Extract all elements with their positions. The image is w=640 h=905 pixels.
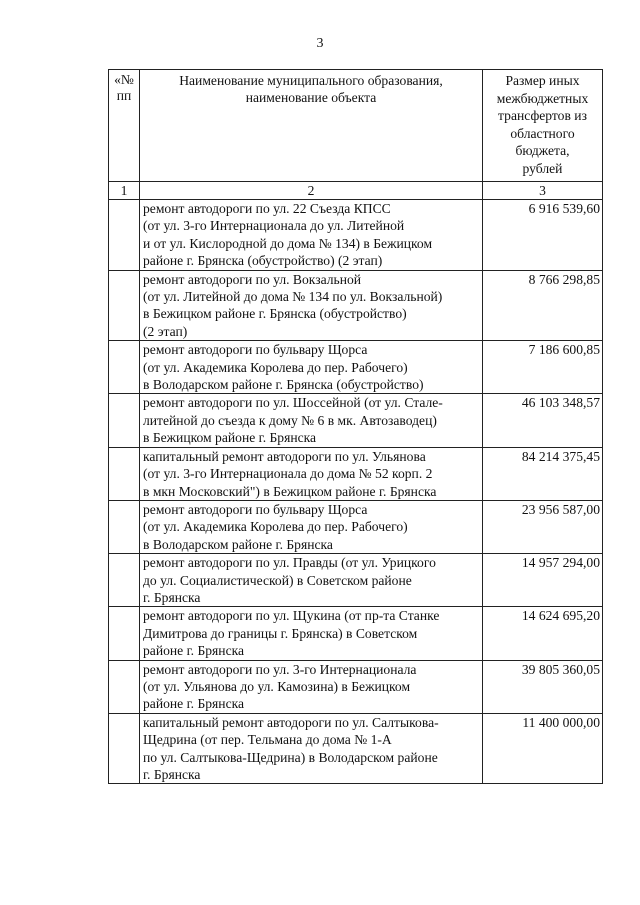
row-object-name: капитальный ремонт автодороги по ул. Ульянова (от ул. 3-го Интернационала до дома № 52 корп. 2 в мкн Московский") в Бежицком районе г. Брянска	[140, 447, 483, 500]
table-row	[109, 660, 603, 713]
table-row	[109, 341, 603, 394]
column-index-row	[109, 182, 603, 200]
row-amount: 11 400 000,00	[483, 713, 603, 784]
row-object-name: ремонт автодороги по бульвару Щорса (от ул. Академика Королева до пер. Рабочего) в Володарском районе г. Брянска	[140, 500, 483, 553]
row-number	[109, 500, 140, 553]
row-number	[109, 200, 140, 271]
table-row	[109, 447, 603, 500]
row-number	[109, 394, 140, 447]
row-amount: 23 956 587,00	[483, 500, 603, 553]
table-row	[109, 607, 603, 660]
row-object-name: ремонт автодороги по ул. Шоссейной (от ул. Стале- литейной до съезда к дому № 6 в мк. Автозаводец) в Бежицком районе г. Брянска	[140, 394, 483, 447]
row-amount: 6 916 539,60	[483, 200, 603, 271]
table-row	[109, 200, 603, 271]
row-object-name: ремонт автодороги по бульвару Щорса (от ул. Академика Королева до пер. Рабочего) в Володарском районе г. Брянска (обустройство)	[140, 341, 483, 394]
header-number-column	[109, 70, 140, 182]
header-amount-column	[483, 70, 603, 182]
column-index-3: 3	[483, 182, 603, 200]
table-row	[109, 713, 603, 784]
column-index-2: 2	[140, 182, 483, 200]
header-amount-label: Размер иных межбюджетных трансфертов из областного бюджета, рублей	[496, 73, 589, 176]
column-index-1: 1	[109, 182, 140, 200]
table-row	[109, 270, 603, 341]
row-number	[109, 713, 140, 784]
row-number	[109, 554, 140, 607]
header-name-column	[140, 70, 483, 182]
table-row	[109, 554, 603, 607]
row-amount: 7 186 600,85	[483, 341, 603, 394]
row-object-name: ремонт автодороги по ул. 22 Съезда КПСС (от ул. 3-го Интернационала до ул. Литейной и от ул. Кислородной до дома № 134) в Бежицком районе г. Брянска (обустройство) (2 этап)	[140, 200, 483, 271]
transfers-table	[108, 69, 603, 784]
row-amount: 39 805 360,05	[483, 660, 603, 713]
table-row	[109, 394, 603, 447]
row-number	[109, 607, 140, 660]
row-amount: 46 103 348,57	[483, 394, 603, 447]
row-amount: 8 766 298,85	[483, 270, 603, 341]
row-object-name: капитальный ремонт автодороги по ул. Салтыкова- Щедрина (от пер. Тельмана до дома № 1-А по ул. Салтыкова-Щедрина) в Володарском районе г. Брянска	[140, 713, 483, 784]
row-amount: 84 214 375,45	[483, 447, 603, 500]
row-object-name: ремонт автодороги по ул. Вокзальной (от ул. Литейной до дома № 134 по ул. Вокзальной) в Бежицком районе г. Брянска (обустройство) (2 этап)	[140, 270, 483, 341]
row-number	[109, 270, 140, 341]
row-number	[109, 341, 140, 394]
row-object-name: ремонт автодороги по ул. Правды (от ул. Урицкого до ул. Социалистической) в Советском районе г. Брянска	[140, 554, 483, 607]
row-object-name: ремонт автодороги по ул. 3-го Интернационала (от ул. Ульянова до ул. Камозина) в Бежицком районе г. Брянска	[140, 660, 483, 713]
table-header-row	[109, 70, 603, 182]
row-object-name: ремонт автодороги по ул. Щукина (от пр-та Станке Димитрова до границы г. Брянска) в Советском районе г. Брянска	[140, 607, 483, 660]
row-number	[109, 447, 140, 500]
header-name-label: Наименование муниципального образования, наименование объекта	[179, 73, 443, 105]
page-number: 3	[316, 36, 324, 51]
row-amount: 14 624 695,20	[483, 607, 603, 660]
header-number-label: «№ пп	[114, 72, 134, 103]
table-row	[109, 500, 603, 553]
row-number	[109, 660, 140, 713]
row-amount: 14 957 294,00	[483, 554, 603, 607]
